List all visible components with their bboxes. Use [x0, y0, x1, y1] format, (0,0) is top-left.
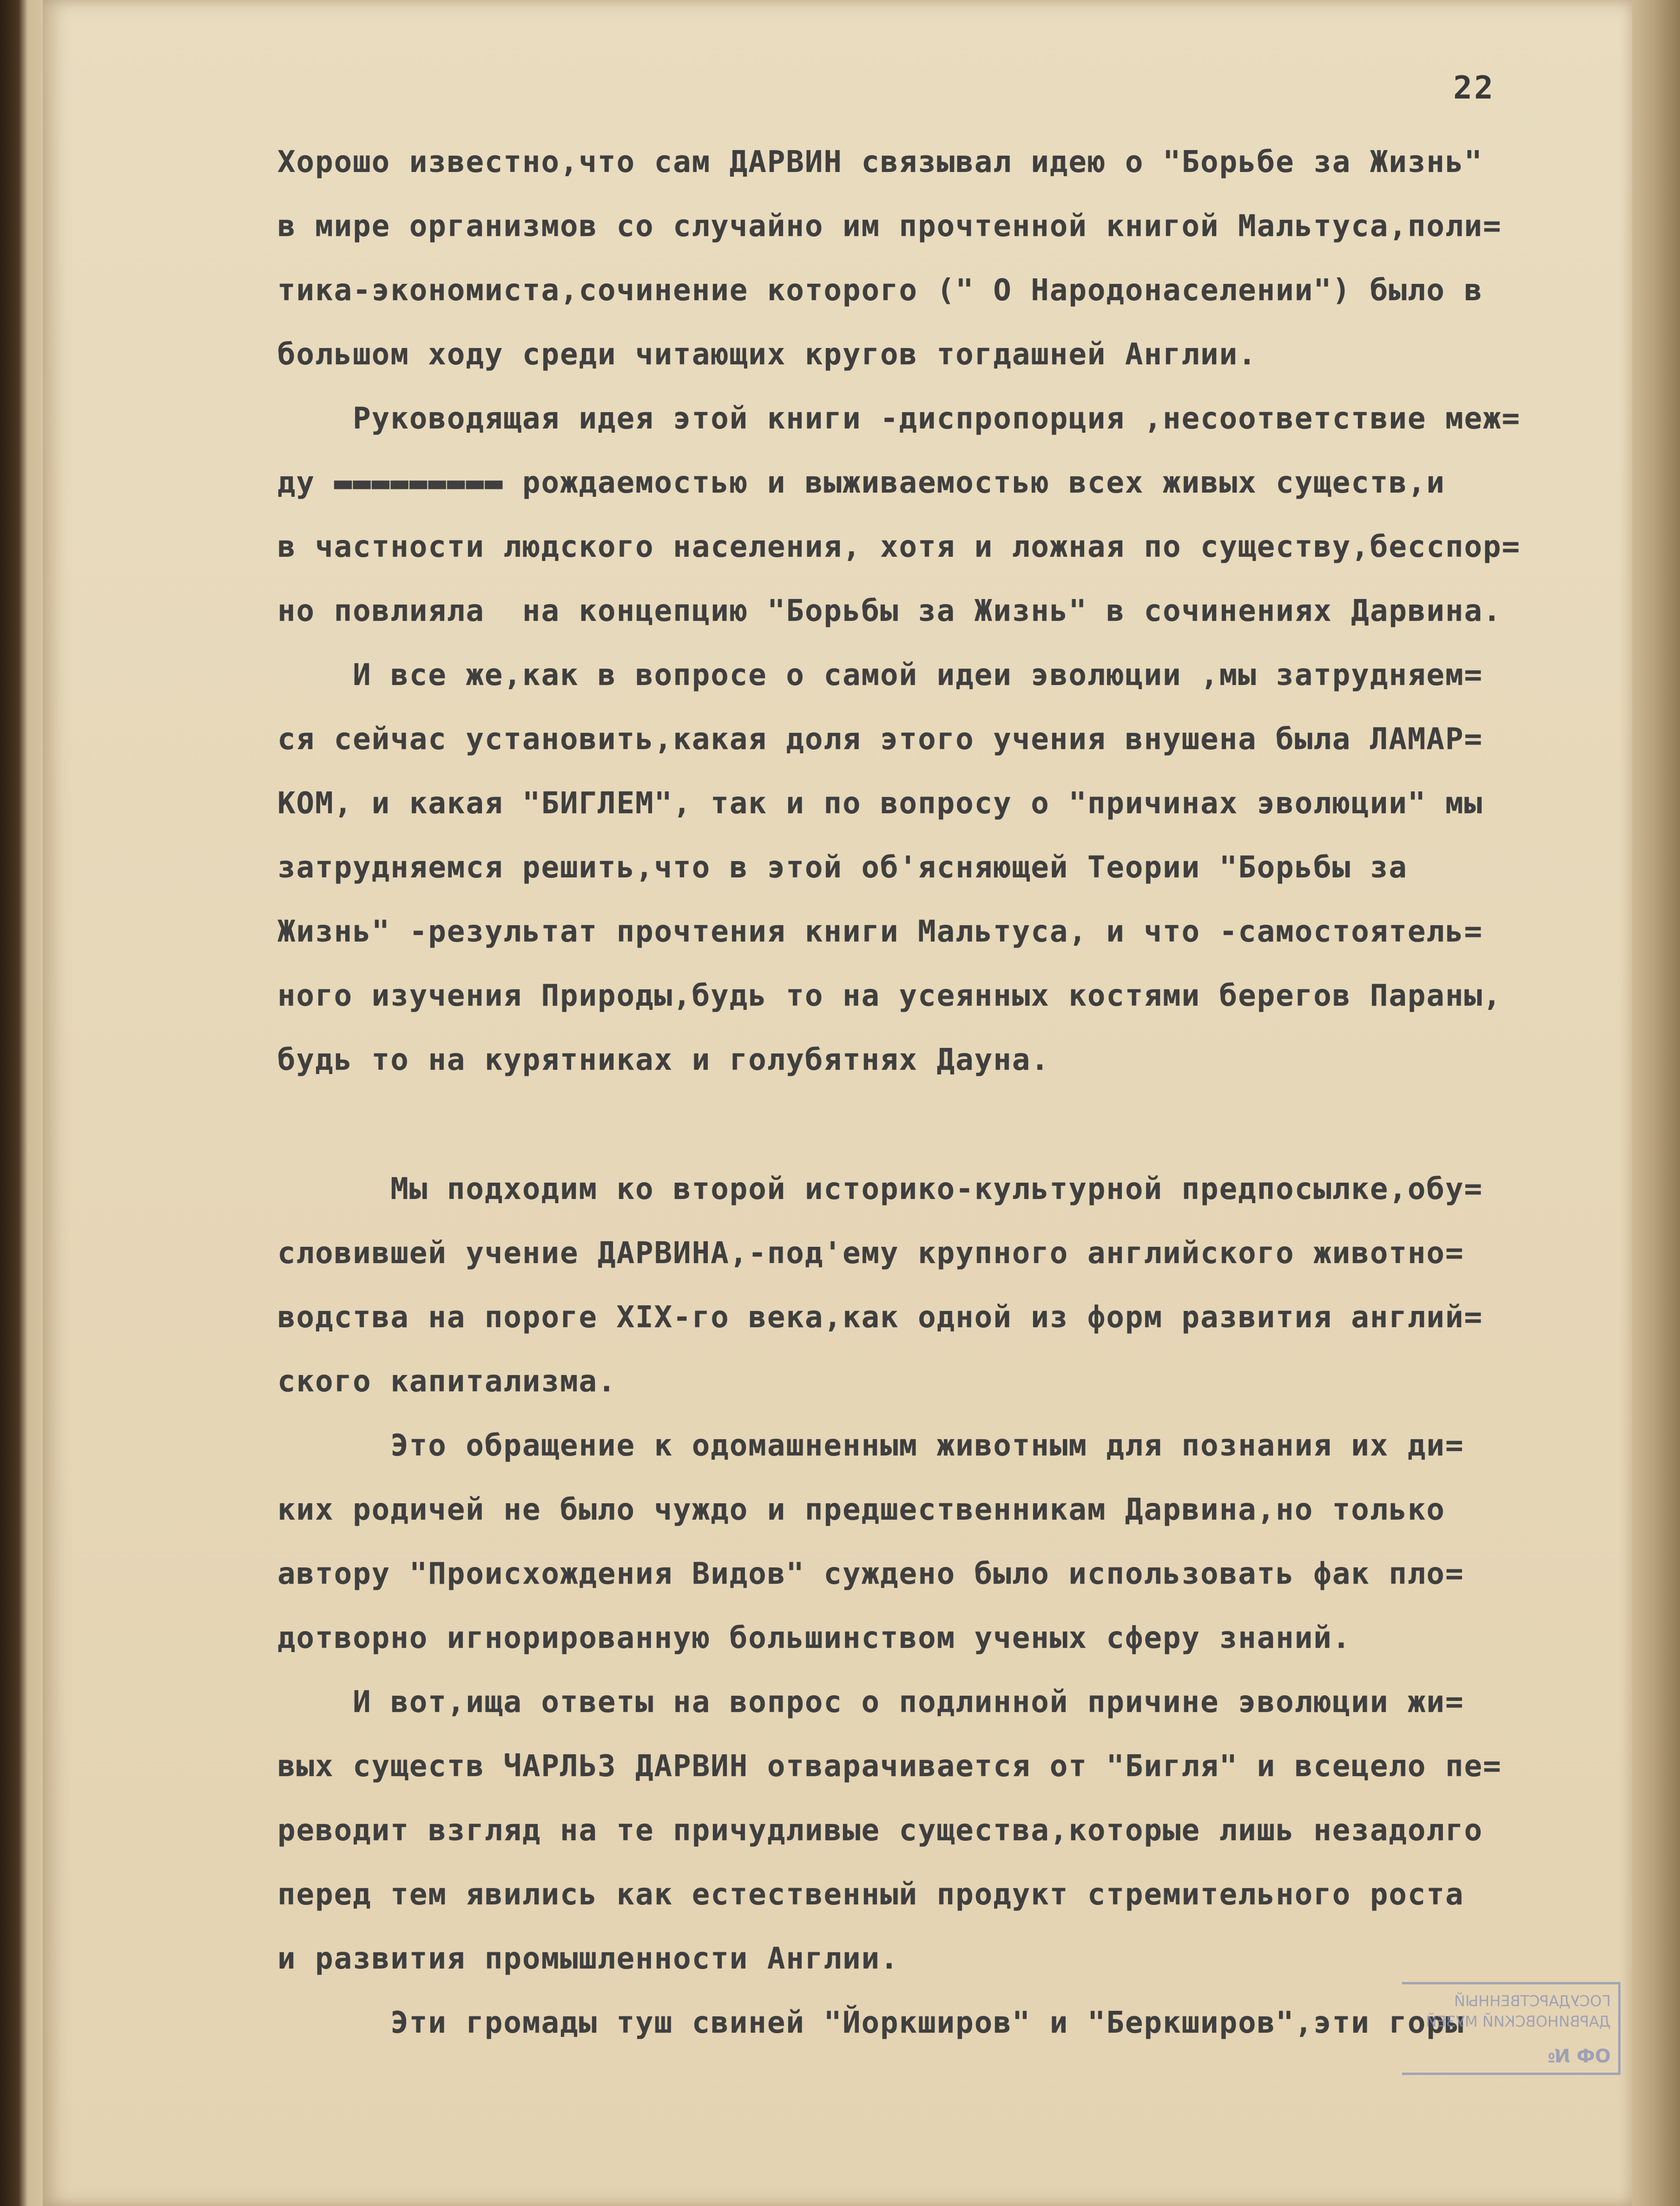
text-line: в частности людского населения, хотя и ложная по существу,бесспор= [277, 530, 1521, 564]
text-line: вых существ ЧАРЛЬЗ ДАРВИН отварачивается от "Бигля" и всецело пе= [277, 1749, 1502, 1784]
stamp-line: ДАРВИНОВСКИЙ МУЗЕЙ [1425, 2013, 1611, 2030]
text-line: затрудняемся решить,что в этой об'ясняющей Теории "Борьбы за [277, 850, 1408, 885]
text-line: реводит взгляд на те причудливые существа,которые лишь незадолго [277, 1813, 1483, 1848]
text-line: словившей учение ДАРВИНА,-под'ему крупного английского животно= [277, 1236, 1464, 1271]
text-line: Эти громады туш свиней "Йоркширов" и "Беркширов",эти горы [277, 2006, 1464, 2040]
text-line: большом ходу среди читающих кругов тогдашней Англии. [277, 337, 1257, 372]
text-line: ского капитализма. [277, 1364, 617, 1399]
text-line: в мире организмов со случайно им прочтенной книгой Мальтуса,поли= [277, 209, 1502, 244]
text-line: но повлияла на концепцию "Борьбы за Жизнь" в сочинениях Дарвина. [277, 594, 1502, 628]
text-line: и развития промышленности Англии. [277, 1942, 899, 1976]
document-page [43, 0, 1632, 2206]
text-line: Жизнь" -результат прочтения книги Мальтуса, и что -самостоятель= [277, 915, 1483, 949]
text-line: автору "Происхождения Видов" суждено было использовать фак пло= [277, 1557, 1464, 1591]
text-line: И все же,как в вопросе о самой идеи эволюции ,мы затрудняем= [277, 658, 1483, 692]
text-line: КОМ, и какая "БИГЛЕМ", так и по вопросу о "причинах эволюции" мы [277, 786, 1483, 821]
text-line: И вот,ища ответы на вопрос о подлинной причине эволюции жи= [277, 1685, 1464, 1719]
text-line: Руководящая идея этой книги -диспропорция ,несоответствие меж= [277, 402, 1521, 436]
stamp-fund-number: ОФ № [1548, 2046, 1611, 2067]
text-line: Это обращение к одомашненным животным для познания их ди= [277, 1429, 1464, 1463]
text-line: Хорошо известно,что сам ДАРВИН связывал идею о "Борьбе за Жизнь" [277, 145, 1483, 179]
text-line: водства на пороге XIX-го века,как одной из форм развития англий= [277, 1300, 1483, 1335]
museum-stamp [1402, 1982, 1621, 2075]
text-line: будь то на курятниках и голубятнях Дауна. [277, 1043, 1050, 1077]
text-line: ного изучения Природы,будь то на усеянных костями берегов Параны, [277, 979, 1502, 1013]
typewritten-text [277, 130, 1625, 2055]
text-line: ся сейчас установить,какая доля этого учения внушена была ЛАМАР= [277, 722, 1483, 757]
text-line: тика-экономиста,сочинение которого (" О Народонаселении") было в [277, 273, 1483, 308]
paragraph-gap [277, 1092, 1625, 1157]
text-line: ких родичей не было чуждо и предшественникам Дарвина,но только [277, 1493, 1445, 1527]
page-number: 22 [1453, 70, 1495, 106]
text-line: перед тем явились как естественный продукт стремительного роста [277, 1877, 1464, 1912]
text-line: дотворно игнорированную большинством ученых сферу знаний. [277, 1621, 1351, 1655]
stamp-line: ГОСУДАРСТВЕННЫЙ [1454, 1992, 1611, 2010]
text-line: Мы подходим ко второй историко-культурной предпосылке,обу= [277, 1172, 1483, 1206]
text-line: ду ▬▬▬▬▬▬▬▬▬ рождаемостью и выживаемостью всех живых существ,и [277, 466, 1445, 500]
